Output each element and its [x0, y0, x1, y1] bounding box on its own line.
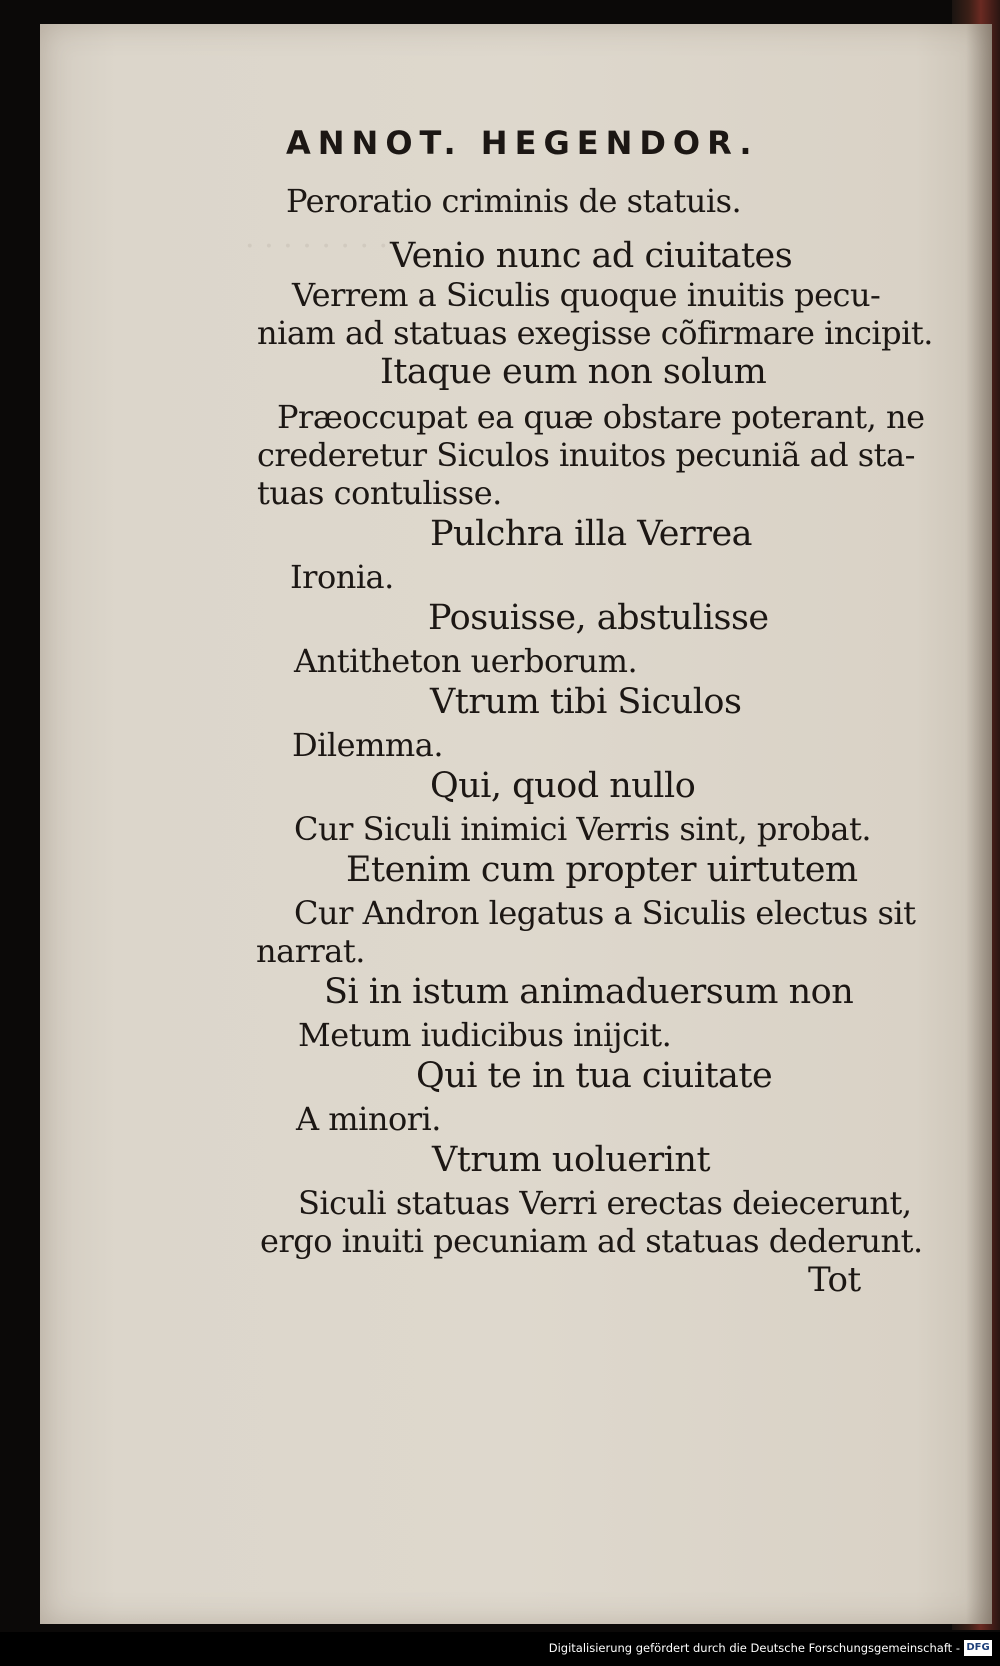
text-line-21: Metum iudicibus inijcit.	[298, 1016, 672, 1054]
funding-credit: Digitalisierung gefördert durch die Deutsche Forschungsgemeinschaft -	[548, 1641, 960, 1655]
page-gutter-shadow	[966, 24, 992, 1624]
text-line-7: crederetur Siculos inuitos pecuniã ad sta-	[257, 436, 915, 474]
text-line-25: Siculi statuas Verri erectas deiecerunt,	[298, 1184, 912, 1222]
running-header: ANNOT. HEGENDOR.	[286, 124, 759, 162]
text-line-11: Posuisse, abstulisse	[428, 598, 769, 638]
text-line-24: Vtrum uoluerint	[432, 1140, 711, 1180]
bleed-through: · · · · · · · ·	[245, 229, 389, 264]
book-page	[40, 24, 992, 1624]
text-line-4: niam ad statuas exegisse cõfirmare incipit.	[257, 314, 933, 352]
text-line-10: Ironia.	[290, 558, 394, 596]
text-line-22: Qui te in tua ciuitate	[416, 1056, 773, 1096]
text-line-26: ergo inuiti pecuniam ad statuas dederunt.	[260, 1222, 923, 1260]
text-line-12: Antitheton uerborum.	[294, 642, 638, 680]
text-line-17: Etenim cum propter uirtutem	[346, 850, 858, 890]
text-line-14: Dilemma.	[292, 726, 443, 764]
text-line-16: Cur Siculi inimici Verris sint, probat.	[294, 810, 872, 848]
text-line-2: Venio nunc ad ciuitates	[390, 236, 793, 276]
text-line-19: narrat.	[256, 932, 365, 970]
catchword: Tot	[808, 1260, 861, 1300]
text-line-1: Peroratio criminis de statuis.	[286, 182, 742, 220]
text-line-15: Qui, quod nullo	[430, 766, 696, 806]
text-line-6: Præoccupat ea quæ obstare poterant, ne	[277, 398, 925, 436]
text-line-13: Vtrum tibi Siculos	[430, 682, 742, 722]
digitization-footer	[0, 1632, 1000, 1666]
text-line-5: Itaque eum non solum	[380, 352, 767, 392]
text-line-9: Pulchra illa Verrea	[430, 514, 753, 554]
text-line-20: Si in istum animaduersum non	[324, 972, 854, 1012]
dfg-logo: DFG	[964, 1640, 992, 1656]
text-line-8: tuas contulisse.	[257, 474, 502, 512]
text-line-18: Cur Andron legatus a Siculis electus sit	[294, 894, 916, 932]
text-line-3: Verrem a Siculis quoque inuitis pecu-	[292, 276, 881, 314]
text-line-23: A minori.	[296, 1100, 441, 1138]
